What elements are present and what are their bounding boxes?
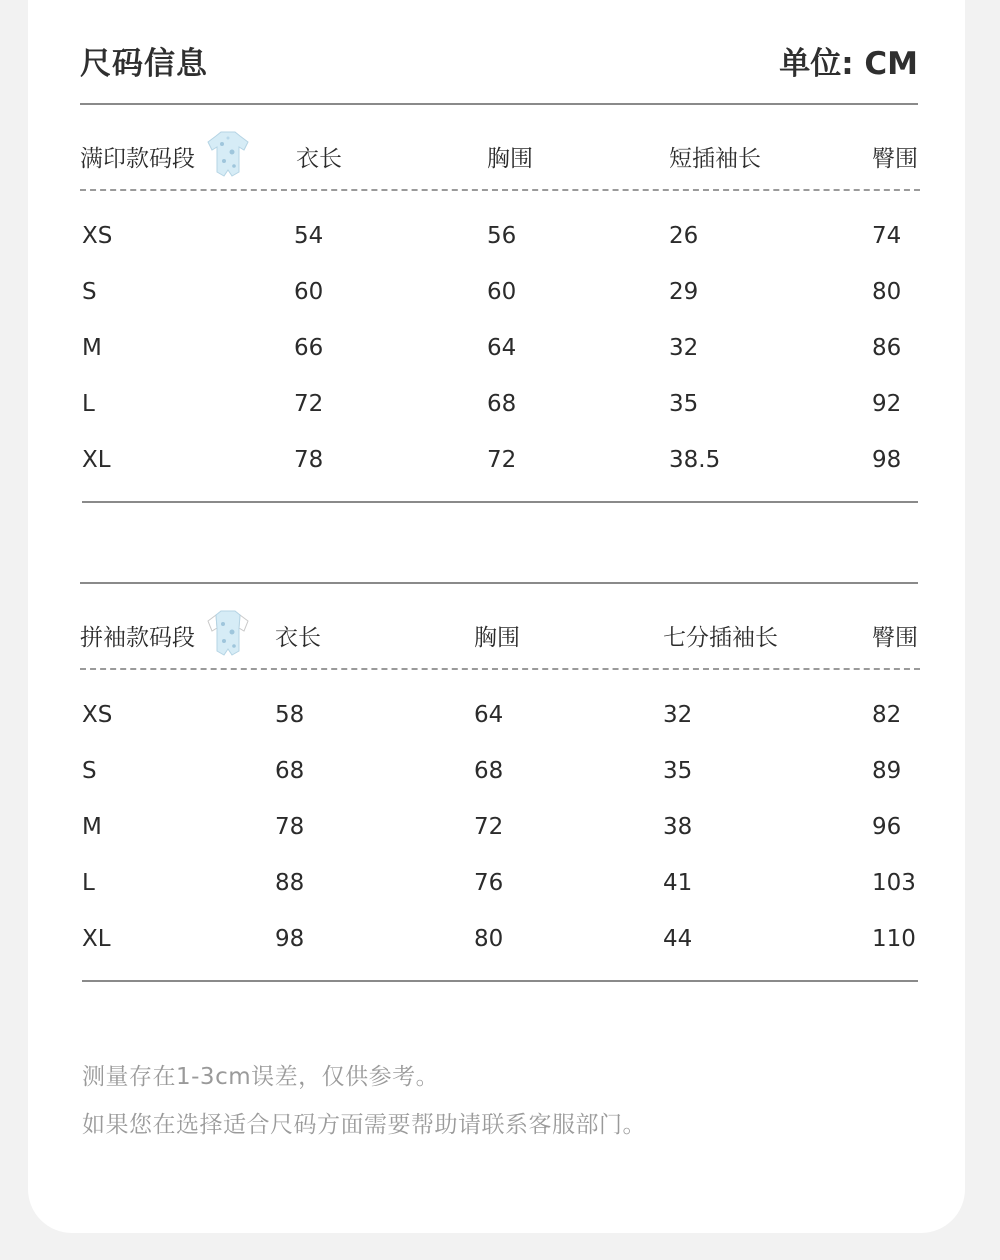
sleeve-value: 32 (669, 335, 699, 361)
size-label: S (82, 279, 97, 305)
size-label: L (82, 870, 95, 896)
table1-col-sleeve: 短插袖长 (669, 146, 761, 172)
size-label: M (82, 335, 102, 361)
contrast-sleeve-romper-thumbnail-icon (206, 607, 250, 657)
chest-value: 80 (474, 926, 504, 952)
sleeve-value: 32 (663, 702, 693, 728)
hip-value: 89 (872, 758, 902, 784)
hip-value: 96 (872, 814, 902, 840)
table2-col-sleeve: 七分插袖长 (663, 625, 778, 651)
length-value: 98 (275, 926, 305, 952)
size-label: M (82, 814, 102, 840)
chest-value: 76 (474, 870, 504, 896)
sleeve-value: 35 (669, 391, 699, 417)
sleeve-value: 38.5 (669, 447, 721, 473)
table2-style-label: 拼袖款码段 (80, 625, 195, 651)
size-info-card (28, 0, 965, 1233)
size-label: L (82, 391, 95, 417)
chest-value: 68 (487, 391, 517, 417)
length-value: 68 (275, 758, 305, 784)
chest-value: 60 (487, 279, 517, 305)
sleeve-value: 41 (663, 870, 693, 896)
table2-bottom-rule (82, 980, 918, 982)
hip-value: 98 (872, 447, 902, 473)
table1-top-rule (80, 103, 918, 105)
sleeve-value: 29 (669, 279, 699, 305)
hip-value: 86 (872, 335, 902, 361)
size-label: XL (82, 447, 111, 473)
table1-style-label: 满印款码段 (80, 146, 195, 172)
chest-value: 72 (474, 814, 504, 840)
help-note: 如果您在选择适合尺码方面需要帮助请联系客服部门。 (82, 1112, 646, 1138)
unit-label: 单位: CM (779, 46, 918, 82)
table1-col-hip: 臀围 (872, 146, 918, 172)
size-label: XL (82, 926, 111, 952)
hip-value: 92 (872, 391, 902, 417)
size-label: XS (82, 223, 113, 249)
size-label: S (82, 758, 97, 784)
table2-col-length: 衣长 (275, 625, 321, 651)
hip-value: 74 (872, 223, 902, 249)
chest-value: 56 (487, 223, 517, 249)
hip-value: 80 (872, 279, 902, 305)
sleeve-value: 35 (663, 758, 693, 784)
length-value: 66 (294, 335, 324, 361)
length-value: 78 (294, 447, 324, 473)
sleeve-value: 26 (669, 223, 699, 249)
size-label: XS (82, 702, 113, 728)
page-title: 尺码信息 (80, 46, 208, 82)
table1-col-chest: 胸围 (487, 146, 533, 172)
length-value: 78 (275, 814, 305, 840)
table2-header-divider (80, 668, 920, 670)
chest-value: 68 (474, 758, 504, 784)
table1-header-divider (80, 189, 920, 191)
table2-col-hip: 臀围 (872, 625, 918, 651)
hip-value: 82 (872, 702, 902, 728)
length-value: 58 (275, 702, 305, 728)
hip-value: 110 (872, 926, 916, 952)
length-value: 88 (275, 870, 305, 896)
printed-romper-thumbnail-icon (206, 128, 250, 178)
table1-bottom-rule (82, 501, 918, 503)
length-value: 54 (294, 223, 324, 249)
length-value: 72 (294, 391, 324, 417)
chest-value: 72 (487, 447, 517, 473)
table2-top-rule (80, 582, 918, 584)
sleeve-value: 44 (663, 926, 693, 952)
length-value: 60 (294, 279, 324, 305)
chest-value: 64 (474, 702, 504, 728)
chest-value: 64 (487, 335, 517, 361)
sleeve-value: 38 (663, 814, 693, 840)
table1-col-length: 衣长 (296, 146, 342, 172)
table2-col-chest: 胸围 (474, 625, 520, 651)
measurement-note: 测量存在1-3cm误差，仅供参考。 (82, 1064, 440, 1090)
hip-value: 103 (872, 870, 916, 896)
